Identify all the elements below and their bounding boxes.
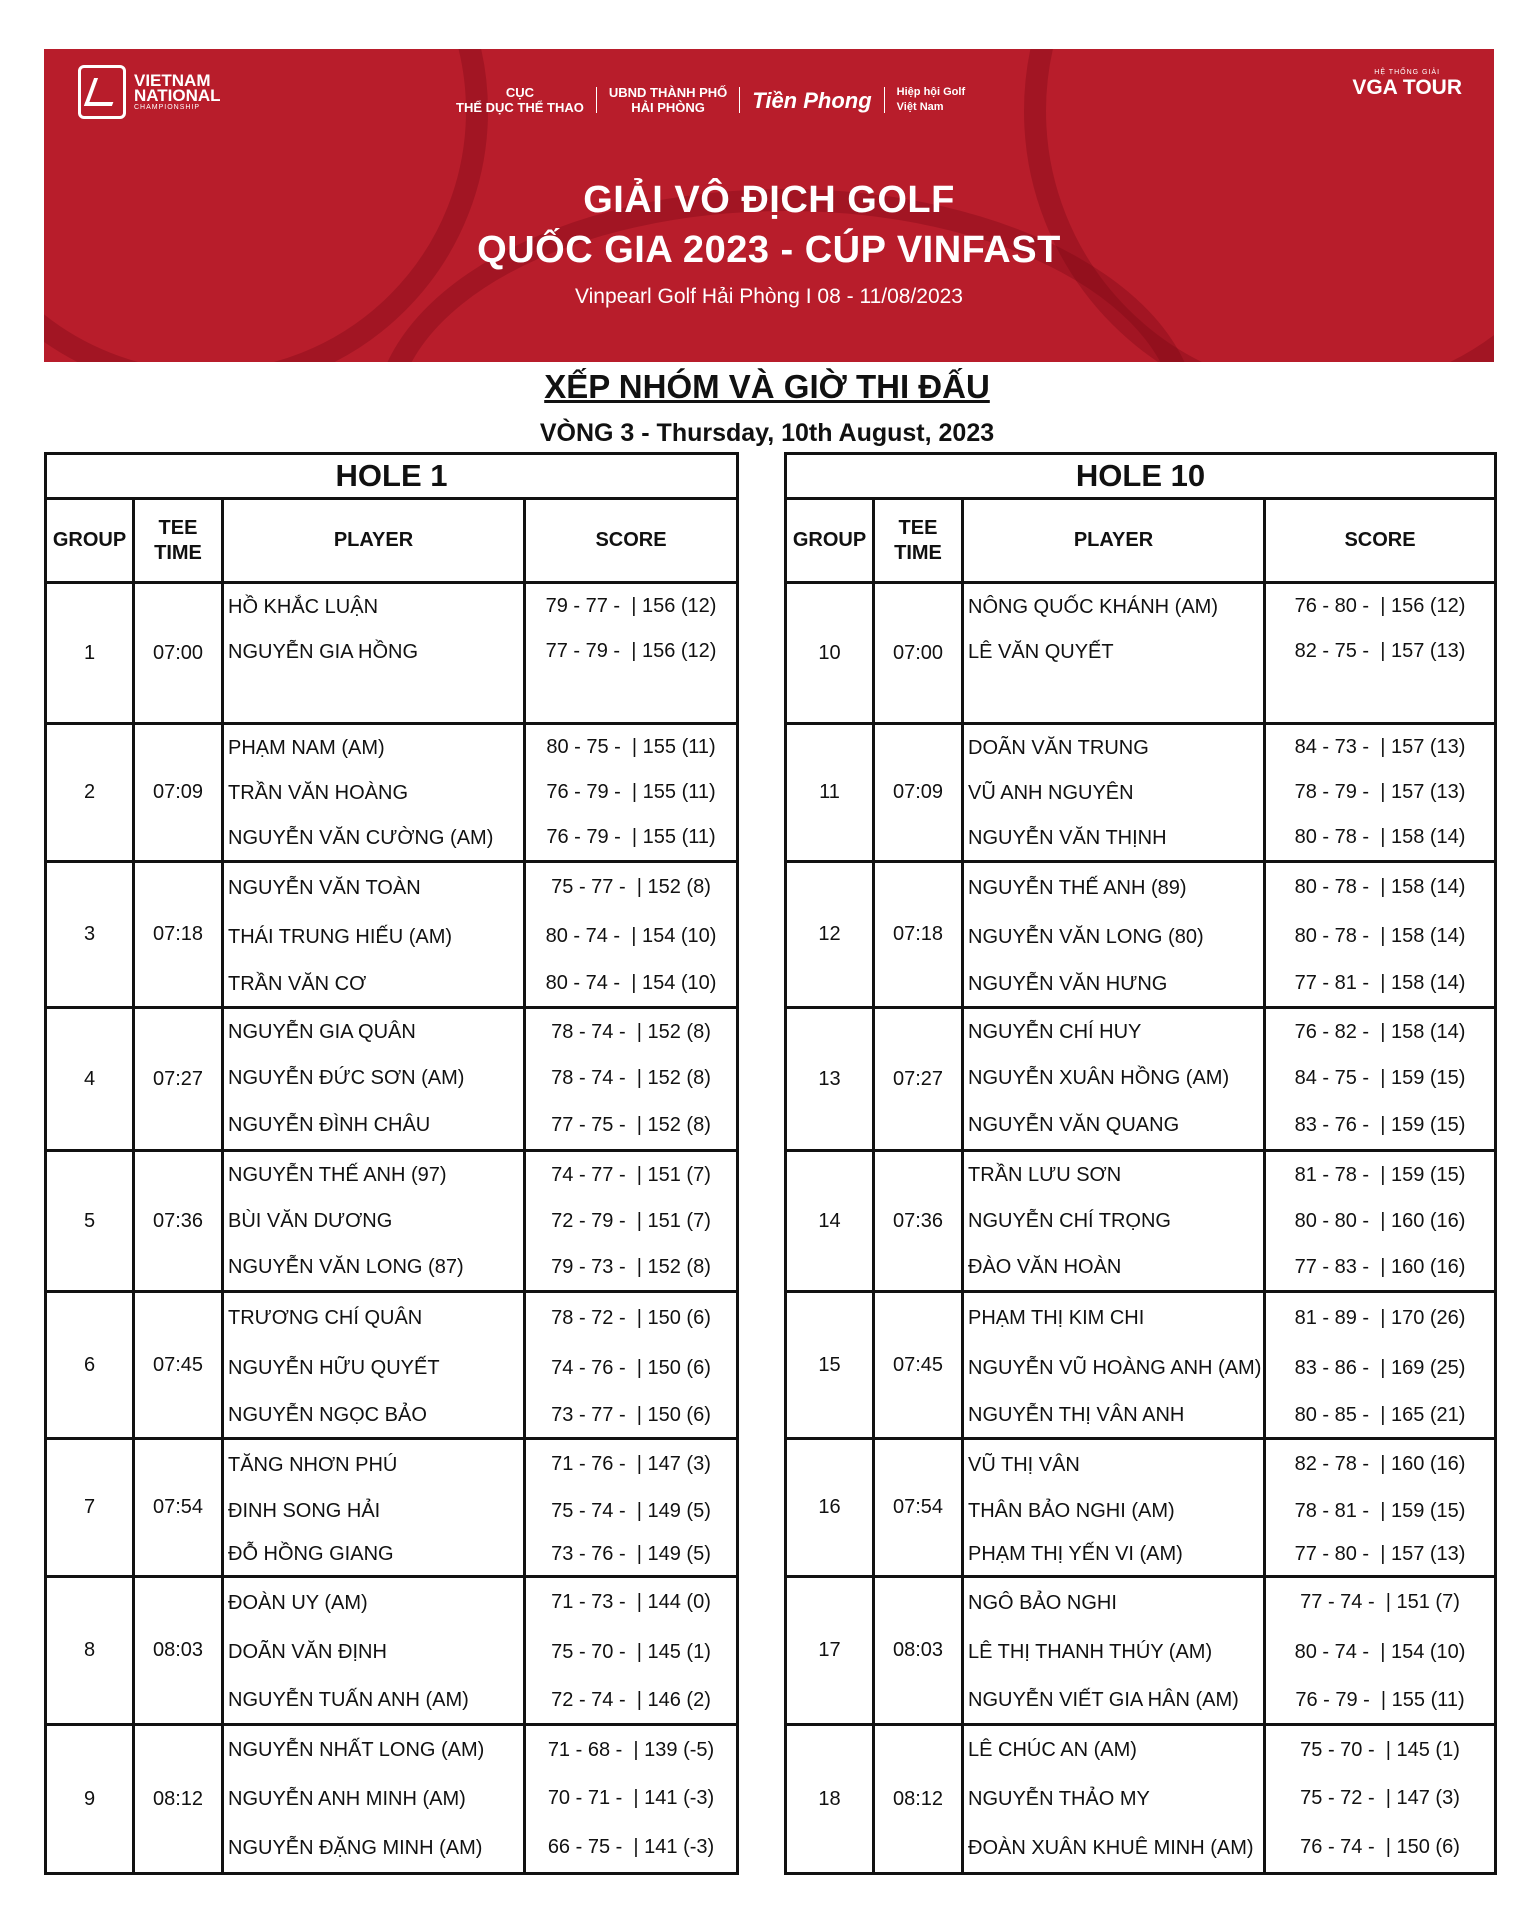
scores-cell xyxy=(525,1151,738,1292)
group-row xyxy=(46,583,738,724)
player-score: 79 - 77 - | 156 (12) xyxy=(545,595,717,617)
group-column-header: GROUP xyxy=(46,499,134,583)
hole-header: HOLE 10 xyxy=(786,454,1496,499)
scores-cell xyxy=(525,1725,738,1874)
player-score: 80 - 78 - | 158 (14) xyxy=(1294,826,1466,848)
player-name: NGUYỄN VĂN LONG (87) xyxy=(228,1256,464,1278)
hole-header: HOLE 1 xyxy=(46,454,738,499)
player-name: NGUYỄN GIA QUÂN xyxy=(228,1021,416,1043)
player-name: BÙI VĂN DƯƠNG xyxy=(228,1210,393,1232)
player-name: ĐOÀN UY (AM) xyxy=(228,1591,368,1614)
player-score: 78 - 79 - | 157 (13) xyxy=(1294,781,1466,803)
banner-title-line2: QUỐC GIA 2023 - CÚP VINFAST xyxy=(477,229,1061,271)
player-score: 77 - 74 - | 151 (7) xyxy=(1300,1591,1460,1613)
player-name: ĐÀO VĂN HOÀN xyxy=(968,1256,1122,1278)
player-name: NGÔ BẢO NGHI xyxy=(968,1591,1117,1614)
group-row xyxy=(46,1008,738,1151)
player-name: NGUYỄN VĂN CƯỜNG (AM) xyxy=(228,826,494,849)
players-cell xyxy=(223,1577,525,1725)
scores-cell xyxy=(1265,724,1496,862)
partner-golf-association xyxy=(885,85,977,115)
group-number: 13 xyxy=(786,1008,874,1151)
partner-line: THỂ DỤC THỂ THAO xyxy=(456,100,584,115)
player-name: NÔNG QUỐC KHÁNH (AM) xyxy=(968,595,1218,618)
group-row xyxy=(786,1725,1496,1874)
player-name: TRẦN LƯU SƠN xyxy=(968,1164,1122,1186)
scores-cell xyxy=(1265,583,1496,724)
player-name: NGUYỄN ANH MINH (AM) xyxy=(228,1787,466,1810)
tee-time: 08:12 xyxy=(134,1725,223,1874)
player-name: NGUYỄN VIẾT GIA HÂN (AM) xyxy=(968,1689,1239,1711)
player-name: TRẦN VĂN CƠ xyxy=(228,972,367,995)
scores-cell xyxy=(525,724,738,862)
player-name: NGUYỄN TUẤN ANH (AM) xyxy=(228,1689,469,1711)
scores-cell xyxy=(1265,1151,1496,1292)
tee-label: TEE xyxy=(898,516,938,539)
player-name: NGUYỄN THẾ ANH (97) xyxy=(228,1164,447,1186)
scores-cell xyxy=(1265,1292,1496,1439)
tee-time: 08:12 xyxy=(874,1725,963,1874)
tee-time: 07:27 xyxy=(134,1008,223,1151)
group-number: 4 xyxy=(46,1008,134,1151)
player-name: NGUYỄN ĐẶNG MINH (AM) xyxy=(228,1836,483,1859)
player-name: NGUYỄN ĐỨC SƠN (AM) xyxy=(228,1067,465,1089)
tee-time: 07:36 xyxy=(874,1151,963,1292)
players-cell xyxy=(963,583,1265,724)
scores-cell xyxy=(525,1008,738,1151)
logo-line2: NATIONAL xyxy=(134,85,221,105)
player-score: 81 - 89 - | 170 (26) xyxy=(1294,1306,1466,1329)
player-score: 80 - 80 - | 160 (16) xyxy=(1294,1209,1466,1232)
player-score: 76 - 82 - | 158 (14) xyxy=(1294,1020,1466,1043)
player-name: LÊ THỊ THANH THÚY (AM) xyxy=(968,1641,1213,1663)
player-name: PHẠM THỊ KIM CHI xyxy=(968,1307,1145,1329)
tee-time: 07:00 xyxy=(874,583,963,724)
player-score: 75 - 77 - | 152 (8) xyxy=(551,876,711,898)
vga-small-text: HỆ THỐNG GIẢI xyxy=(1374,69,1441,76)
player-name: ĐINH SONG HẢI xyxy=(228,1500,381,1522)
banner-venue: Vinpearl Golf Hải Phòng I 08 - 11/08/2023 xyxy=(575,285,963,308)
group-number: 16 xyxy=(786,1439,874,1577)
scores-cell xyxy=(525,1577,738,1725)
tee-time: 07:36 xyxy=(134,1151,223,1292)
player-name: NGUYỄN VĂN THỊNH xyxy=(968,826,1167,849)
player-column-header: PLAYER xyxy=(223,499,525,583)
tee-time: 07:09 xyxy=(874,724,963,862)
player-score: 83 - 86 - | 169 (25) xyxy=(1294,1356,1466,1379)
partner-line: Việt Nam xyxy=(896,101,944,113)
player-name: VŨ ANH NGUYÊN xyxy=(968,781,1134,804)
player-score: 76 - 79 - | 155 (11) xyxy=(1295,1688,1465,1711)
group-column-header: GROUP xyxy=(786,499,874,583)
player-name: NGUYỄN VĂN HƯNG xyxy=(968,972,1168,995)
players-cell xyxy=(963,1577,1265,1725)
player-score: 80 - 74 - | 154 (10) xyxy=(545,925,717,947)
tee-time: 07:54 xyxy=(874,1439,963,1577)
page-title: XẾP NHÓM VÀ GIỜ THI ĐẤU xyxy=(544,368,990,405)
group-number: 11 xyxy=(786,724,874,862)
player-score: 72 - 74 - | 146 (2) xyxy=(551,1688,711,1711)
players-cell xyxy=(223,1725,525,1874)
player-score: 82 - 78 - | 160 (16) xyxy=(1294,1453,1466,1475)
player-score: 80 - 78 - | 158 (14) xyxy=(1294,876,1466,898)
partner-line: Tiền Phong xyxy=(752,87,872,113)
partner-ubnd-haiphong xyxy=(597,85,739,115)
players-cell xyxy=(963,724,1265,862)
group-number: 2 xyxy=(46,724,134,862)
group-row xyxy=(786,1151,1496,1292)
header-banner xyxy=(44,49,1494,362)
players-cell xyxy=(963,1725,1265,1874)
players-cell xyxy=(223,1292,525,1439)
player-name: HỒ KHẮC LUẬN xyxy=(228,595,379,618)
player-name: NGUYỄN NGỌC BẢO xyxy=(228,1404,427,1426)
group-row xyxy=(786,583,1496,724)
scores-cell xyxy=(525,862,738,1008)
player-column-header: PLAYER xyxy=(963,499,1265,583)
scores-cell xyxy=(1265,1577,1496,1725)
championship-logo-icon xyxy=(78,65,126,119)
tee-time: 07:45 xyxy=(134,1292,223,1439)
group-row xyxy=(46,862,738,1008)
player-name: NGUYỄN CHÍ HUY xyxy=(968,1021,1142,1043)
player-name: THÂN BẢO NGHI (AM) xyxy=(968,1500,1175,1522)
player-score: 78 - 74 - | 152 (8) xyxy=(551,1020,711,1043)
player-name: TRẦN VĂN HOÀNG xyxy=(228,781,409,804)
scores-cell xyxy=(525,1439,738,1577)
score-column-header: SCORE xyxy=(1265,499,1496,583)
tee-time: 07:09 xyxy=(134,724,223,862)
group-number: 15 xyxy=(786,1292,874,1439)
group-number: 10 xyxy=(786,583,874,724)
player-name: TĂNG NHƠN PHÚ xyxy=(228,1453,398,1476)
player-name: NGUYỄN VŨ HOÀNG ANH (AM) xyxy=(968,1357,1262,1379)
tee-label: TEE xyxy=(158,516,198,539)
championship-logo xyxy=(78,65,221,119)
player-name: LÊ VĂN QUYẾT xyxy=(968,640,1114,663)
players-cell xyxy=(963,1008,1265,1151)
player-score: 76 - 74 - | 150 (6) xyxy=(1300,1836,1460,1858)
players-cell xyxy=(223,1439,525,1577)
group-number: 18 xyxy=(786,1725,874,1874)
player-score: 83 - 76 - | 159 (15) xyxy=(1294,1113,1466,1136)
player-score: 77 - 81 - | 158 (14) xyxy=(1294,972,1466,994)
player-score: 80 - 74 - | 154 (10) xyxy=(545,972,717,994)
player-score: 71 - 76 - | 147 (3) xyxy=(551,1453,711,1475)
tee-time-column-header xyxy=(874,499,963,583)
column-header-row xyxy=(786,499,1496,583)
partner-tien-phong xyxy=(740,87,883,113)
player-score: 71 - 73 - | 144 (0) xyxy=(551,1591,711,1613)
player-score: 75 - 72 - | 147 (3) xyxy=(1300,1787,1460,1809)
player-score: 78 - 72 - | 150 (6) xyxy=(551,1306,711,1329)
players-cell xyxy=(223,724,525,862)
tee-time-column-header xyxy=(134,499,223,583)
group-number: 5 xyxy=(46,1151,134,1292)
player-name: THÁI TRUNG HIẾU (AM) xyxy=(228,925,453,948)
group-number: 7 xyxy=(46,1439,134,1577)
player-name: LÊ CHÚC AN (AM) xyxy=(968,1739,1137,1761)
player-name: TRƯƠNG CHÍ QUÂN xyxy=(228,1307,423,1329)
player-name: PHẠM THỊ YẾN VI (AM) xyxy=(968,1543,1183,1565)
player-score: 76 - 80 - | 156 (12) xyxy=(1294,595,1466,617)
players-cell xyxy=(223,1151,525,1292)
partner-line: HẢI PHÒNG xyxy=(631,100,705,115)
player-score: 78 - 74 - | 152 (8) xyxy=(551,1066,711,1089)
player-name: ĐỖ HỒNG GIANG xyxy=(228,1543,394,1565)
player-score: 80 - 85 - | 165 (21) xyxy=(1294,1403,1466,1426)
players-cell xyxy=(223,862,525,1008)
player-score: 66 - 75 - | 141 (-3) xyxy=(547,1836,715,1858)
column-header-row xyxy=(46,499,738,583)
player-name: NGUYỄN NHẤT LONG (AM) xyxy=(228,1739,485,1761)
player-name: VŨ THỊ VÂN xyxy=(968,1453,1080,1476)
player-score: 71 - 68 - | 139 (-5) xyxy=(547,1738,715,1761)
player-score: 77 - 75 - | 152 (8) xyxy=(551,1113,711,1136)
player-score: 82 - 75 - | 157 (13) xyxy=(1294,640,1466,662)
player-score: 79 - 73 - | 152 (8) xyxy=(551,1255,711,1278)
player-name: ĐOÀN XUÂN KHUÊ MINH (AM) xyxy=(968,1836,1254,1859)
group-row xyxy=(46,1151,738,1292)
time-label: TIME xyxy=(894,541,942,564)
scores-cell xyxy=(1265,862,1496,1008)
player-score: 77 - 79 - | 156 (12) xyxy=(545,640,717,662)
group-row xyxy=(786,862,1496,1008)
player-name: NGUYỄN CHÍ TRỌNG xyxy=(968,1210,1171,1232)
group-number: 6 xyxy=(46,1292,134,1439)
player-score: 84 - 75 - | 159 (15) xyxy=(1294,1066,1466,1089)
player-score: 76 - 79 - | 155 (11) xyxy=(546,826,716,848)
time-label: TIME xyxy=(154,541,202,564)
player-score: 72 - 79 - | 151 (7) xyxy=(551,1209,711,1232)
tee-time: 07:45 xyxy=(874,1292,963,1439)
player-name: NGUYỄN VĂN QUANG xyxy=(968,1114,1180,1136)
vga-main-text: VGA TOUR xyxy=(1352,76,1462,99)
group-number: 1 xyxy=(46,583,134,724)
group-number: 3 xyxy=(46,862,134,1008)
hole-header-row xyxy=(786,454,1496,499)
tee-time: 07:27 xyxy=(874,1008,963,1151)
player-score: 73 - 76 - | 149 (5) xyxy=(551,1542,711,1565)
partner-line: CỤC xyxy=(505,85,534,100)
player-score: 76 - 79 - | 155 (11) xyxy=(546,781,716,803)
player-score: 75 - 70 - | 145 (1) xyxy=(551,1640,711,1663)
group-row xyxy=(786,1292,1496,1439)
group-row xyxy=(46,724,738,862)
player-score: 77 - 83 - | 160 (16) xyxy=(1294,1255,1466,1278)
players-cell xyxy=(963,1151,1265,1292)
partner-cuc-tdtt xyxy=(444,85,596,115)
player-score: 70 - 71 - | 141 (-3) xyxy=(547,1787,715,1809)
player-name: PHẠM NAM (AM) xyxy=(228,736,385,759)
group-row xyxy=(46,1725,738,1874)
tee-time: 07:18 xyxy=(134,862,223,1008)
tee-time: 08:03 xyxy=(134,1577,223,1725)
scores-cell xyxy=(525,583,738,724)
player-name: DOÃN VĂN TRUNG xyxy=(968,736,1149,759)
group-row xyxy=(786,724,1496,862)
logo-line3: CHAMPIONSHIP xyxy=(134,103,201,111)
group-row xyxy=(46,1292,738,1439)
group-row xyxy=(786,1439,1496,1577)
player-score: 80 - 75 - | 155 (11) xyxy=(546,736,716,758)
player-name: NGUYỄN THẾ ANH (89) xyxy=(968,876,1187,899)
player-score: 81 - 78 - | 159 (15) xyxy=(1294,1163,1466,1186)
player-score: 80 - 78 - | 158 (14) xyxy=(1294,925,1466,947)
player-name: NGUYỄN XUÂN HỒNG (AM) xyxy=(968,1067,1230,1089)
tee-time: 07:18 xyxy=(874,862,963,1008)
group-row xyxy=(46,1439,738,1577)
partner-line: UBND THÀNH PHỐ xyxy=(608,85,728,100)
vga-tour-logo xyxy=(1352,69,1462,100)
player-name: NGUYỄN THẢO MY xyxy=(968,1787,1150,1810)
hole-10-table xyxy=(784,452,1497,1875)
scores-cell xyxy=(1265,1008,1496,1151)
player-name: NGUYỄN THỊ VÂN ANH xyxy=(968,1404,1185,1426)
player-score: 74 - 76 - | 150 (6) xyxy=(551,1356,711,1379)
tee-time: 07:00 xyxy=(134,583,223,724)
player-score: 74 - 77 - | 151 (7) xyxy=(551,1163,711,1186)
logo-line1: VIETNAM xyxy=(134,70,211,90)
group-number: 14 xyxy=(786,1151,874,1292)
players-cell xyxy=(963,862,1265,1008)
partner-logos xyxy=(444,85,977,115)
group-number: 12 xyxy=(786,862,874,1008)
player-score: 78 - 81 - | 159 (15) xyxy=(1294,1499,1466,1522)
player-score: 84 - 73 - | 157 (13) xyxy=(1294,736,1466,758)
hole-header-row xyxy=(46,454,738,499)
player-name: NGUYỄN HỮU QUYẾT xyxy=(228,1357,440,1379)
player-name: NGUYỄN VĂN LONG (80) xyxy=(968,925,1204,948)
player-name: NGUYỄN ĐÌNH CHÂU xyxy=(228,1114,431,1136)
player-name: NGUYỄN VĂN TOÀN xyxy=(228,876,421,899)
score-column-header: SCORE xyxy=(525,499,738,583)
tee-time: 07:54 xyxy=(134,1439,223,1577)
group-row xyxy=(786,1577,1496,1725)
player-score: 80 - 74 - | 154 (10) xyxy=(1294,1640,1466,1663)
scores-cell xyxy=(1265,1725,1496,1874)
scores-cell xyxy=(525,1292,738,1439)
tee-time: 08:03 xyxy=(874,1577,963,1725)
group-number: 9 xyxy=(46,1725,134,1874)
players-cell xyxy=(963,1439,1265,1577)
player-name: DOÃN VĂN ĐỊNH xyxy=(228,1641,387,1663)
player-score: 77 - 80 - | 157 (13) xyxy=(1294,1542,1466,1565)
group-row xyxy=(786,1008,1496,1151)
group-number: 17 xyxy=(786,1577,874,1725)
players-cell xyxy=(223,583,525,724)
scores-cell xyxy=(1265,1439,1496,1577)
banner-title-line1: GIẢI VÔ ĐỊCH GOLF xyxy=(583,179,955,221)
player-score: 73 - 77 - | 150 (6) xyxy=(551,1403,711,1426)
group-number: 8 xyxy=(46,1577,134,1725)
players-cell xyxy=(963,1292,1265,1439)
player-score: 75 - 70 - | 145 (1) xyxy=(1300,1738,1460,1761)
page-subtitle: VÒNG 3 - Thursday, 10th August, 2023 xyxy=(539,419,995,447)
player-score: 75 - 74 - | 149 (5) xyxy=(551,1499,711,1522)
player-name: NGUYỄN GIA HỒNG xyxy=(228,640,419,663)
group-row xyxy=(46,1577,738,1725)
hole-1-table xyxy=(44,452,739,1875)
partner-line: Hiệp hội Golf xyxy=(896,86,966,98)
players-cell xyxy=(223,1008,525,1151)
